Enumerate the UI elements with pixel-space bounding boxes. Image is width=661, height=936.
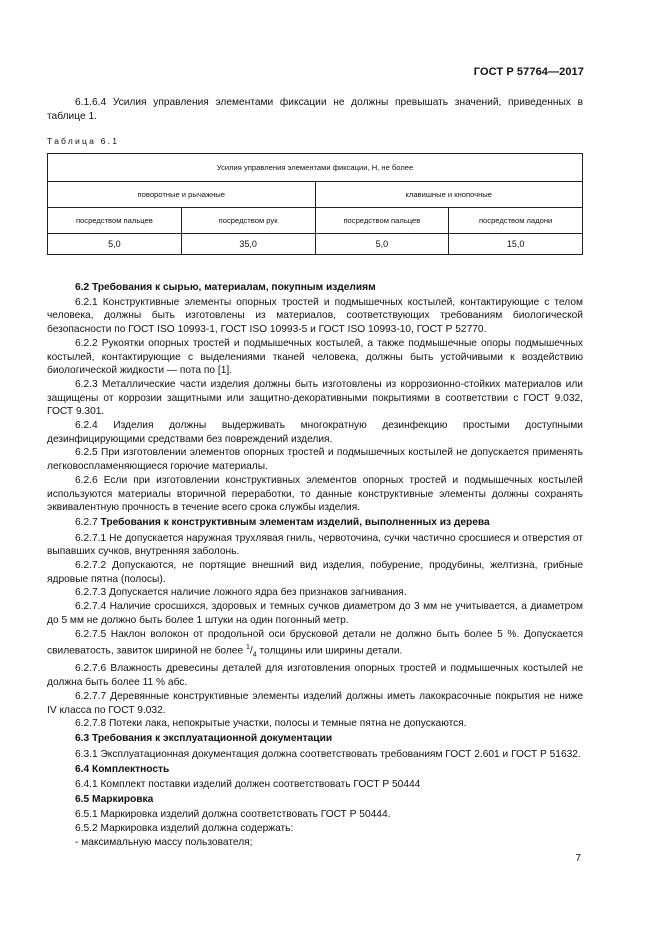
document-id: ГОСТ Р 57764—2017 — [473, 66, 584, 78]
intro-block — [47, 96, 583, 123]
forces-table — [47, 153, 583, 255]
paragraph-6-1-6-4: 6.1.6.4 Усилия управления элементами фиксации не должны превышать значений, приведенных в таблице 1. — [47, 97, 583, 122]
table-column-header: посредством рук — [181, 208, 315, 234]
table-value-cell: 5,0 — [315, 234, 449, 255]
fraction-numerator: 1 — [245, 644, 250, 652]
paragraph-6-2-7-6: 6.2.7.6 Влажность древесины деталей для изготовления опорных тростей и подмышечных костылей не должна быть более 11 % абс. — [47, 663, 583, 689]
table-column-header: посредством пальцев — [48, 208, 182, 234]
table-value-cell: 35,0 — [181, 234, 315, 255]
section-heading-6-5: 6.5 Маркировка — [75, 794, 154, 806]
paragraph-6-5-1: 6.5.1 Маркировка изделий должна соответствовать ГОСТ Р 50444. — [75, 809, 391, 821]
paragraph-6-2-6: 6.2.6 Если при изготовлении конструктивных элементов опорных тростей и подмышечных костылей используются материалы вторичной переработки, то данные конструктивные элементы должны сохранять эквивалентную прочность в течение всего срока службы изделия. — [47, 474, 583, 514]
section-heading-6-3: 6.3 Требования к эксплуатационной документации — [75, 733, 333, 745]
heading-number: 6.2.7 — [75, 517, 98, 529]
paragraph-6-2-7-4: 6.2.7.4 Наличие сросшихся, здоровых и темных сучков диаметром до 3 мм не учитывается, а диаметром до 5 мм не должно быть более 1 штуки на один погонный метр. — [47, 601, 583, 626]
main-text — [47, 279, 583, 850]
paragraph-6-3-1: 6.3.1 Эксплуатационная документация должна соответствовать требованиям ГОСТ 2.601 и ГОСТ Р 51632. — [75, 748, 581, 760]
table-caption: Таблица 6.1 — [47, 136, 120, 146]
paragraph-text: 6.2.7.5 Наклон волокон от продольной оси брусковой детали не должно быть более 5 %. Допускается свилеватость, завиток шириной не более — [47, 628, 583, 657]
paragraph-6-4-1: 6.4.1 Комплект поставки изделий должен соответствовать ГОСТ Р 50444 — [75, 779, 421, 791]
paragraph-6-2-4: 6.2.4 Изделия должны выдерживать многократную дезинфекцию простыми доступными дезинфицирующими средствами без повреждений изделия. — [47, 420, 583, 445]
page-number: 7 — [575, 853, 581, 864]
section-heading-6-2: 6.2 Требования к сырью, материалам, покупным изделиям — [75, 281, 376, 293]
paragraph-6-2-1: 6.2.1 Конструктивные элементы опорных тростей и подмышечных костылей, контактирующие с телом человека, должны быть изготовлены из материалов, соответствующих требованиям биологической безопасности по ГОСТ ISO 10993-1, ГОСТ ISO 10993-5 и ГОСТ ISO 10993-10, ГОСТ Р 52770. — [47, 296, 583, 336]
paragraph-6-2-7-2: 6.2.7.2 Допускаются, не портящие внешний вид изделия, побурение, продубины, желтизна, грибные ядровые пятна (полосы). — [47, 560, 583, 585]
table-value-cell: 5,0 — [48, 234, 182, 255]
paragraph-6-2-2: 6.2.2 Рукоятки опорных тростей и подмышечных костылей, а также подмышечные опоры подмышечных костылей, контактирующие с выделениями тканей человека, должны быть устойчивыми к воздействию биологической жидкости — пота по [1]. — [47, 337, 583, 377]
list-item: - максимальную массу пользователя; — [75, 836, 253, 848]
paragraph-6-2-7-8: 6.2.7.8 Потеки лака, непокрытые участки, полосы и темные пятна не допускаются. — [75, 718, 467, 730]
heading-text: Требования к конструктивным элементам изделий, выполненных из дерева — [100, 517, 490, 529]
paragraph-text: толщины или ширины детали. — [256, 645, 403, 657]
table-title-cell: Усилия управления элементами фиксации, Н, не более — [48, 154, 583, 182]
paragraph-6-2-5: 6.2.5 При изготовлении элементов опорных тростей и подмышечных костылей не допускается применять легковоспламеняющиеся горючие материалы. — [47, 447, 583, 473]
section-heading-6-2-7 — [47, 515, 583, 532]
paragraph-6-2-3: 6.2.3 Металлические части изделия должны быть изготовлены из коррозионно-стойких материалов или защищены от коррозии защитными или защитно-декоративными покрытиями в соответствии с ГОСТ 9.032, ГОСТ 9.301. — [47, 378, 583, 418]
table-column-header: посредством ладони — [449, 208, 583, 234]
paragraph-6-2-7-1: 6.2.7.1 Не допускается наружная трухлявая гниль, червоточина, сучки частично сросшиеся и отверстия от выпавших сучков, внутренняя заболонь. — [47, 532, 583, 558]
section-heading-6-4: 6.4 Комплектность — [75, 763, 170, 775]
table-group-header: клавишные и кнопочные — [315, 182, 583, 208]
paragraph-6-2-7-3: 6.2.7.3 Допускается наличие ложного ядра без признаков загнивания. — [75, 587, 407, 599]
table-value-cell: 15,0 — [449, 234, 583, 255]
paragraph-6-5-2: 6.5.2 Маркировка изделий должна содержать: — [75, 823, 294, 835]
paragraph-6-2-7-7: 6.2.7.7 Деревянные конструктивные элементы изделий должны иметь лакокрасочные покрытия не ниже IV класса по ГОСТ 9.032. — [47, 690, 583, 716]
fraction-denominator: 4 — [252, 651, 257, 659]
table-group-header: поворотные и рычажные — [48, 182, 316, 208]
table-column-header: посредством пальцев — [315, 208, 449, 234]
paragraph-6-2-7-5: 6.2.7.5 Наклон волокон от продольной оси брусковой детали не должно быть более 5 %. Допускается свилеватость, завиток шириной не более $^1/_4$ толщины или ширины детали. — [47, 628, 583, 659]
